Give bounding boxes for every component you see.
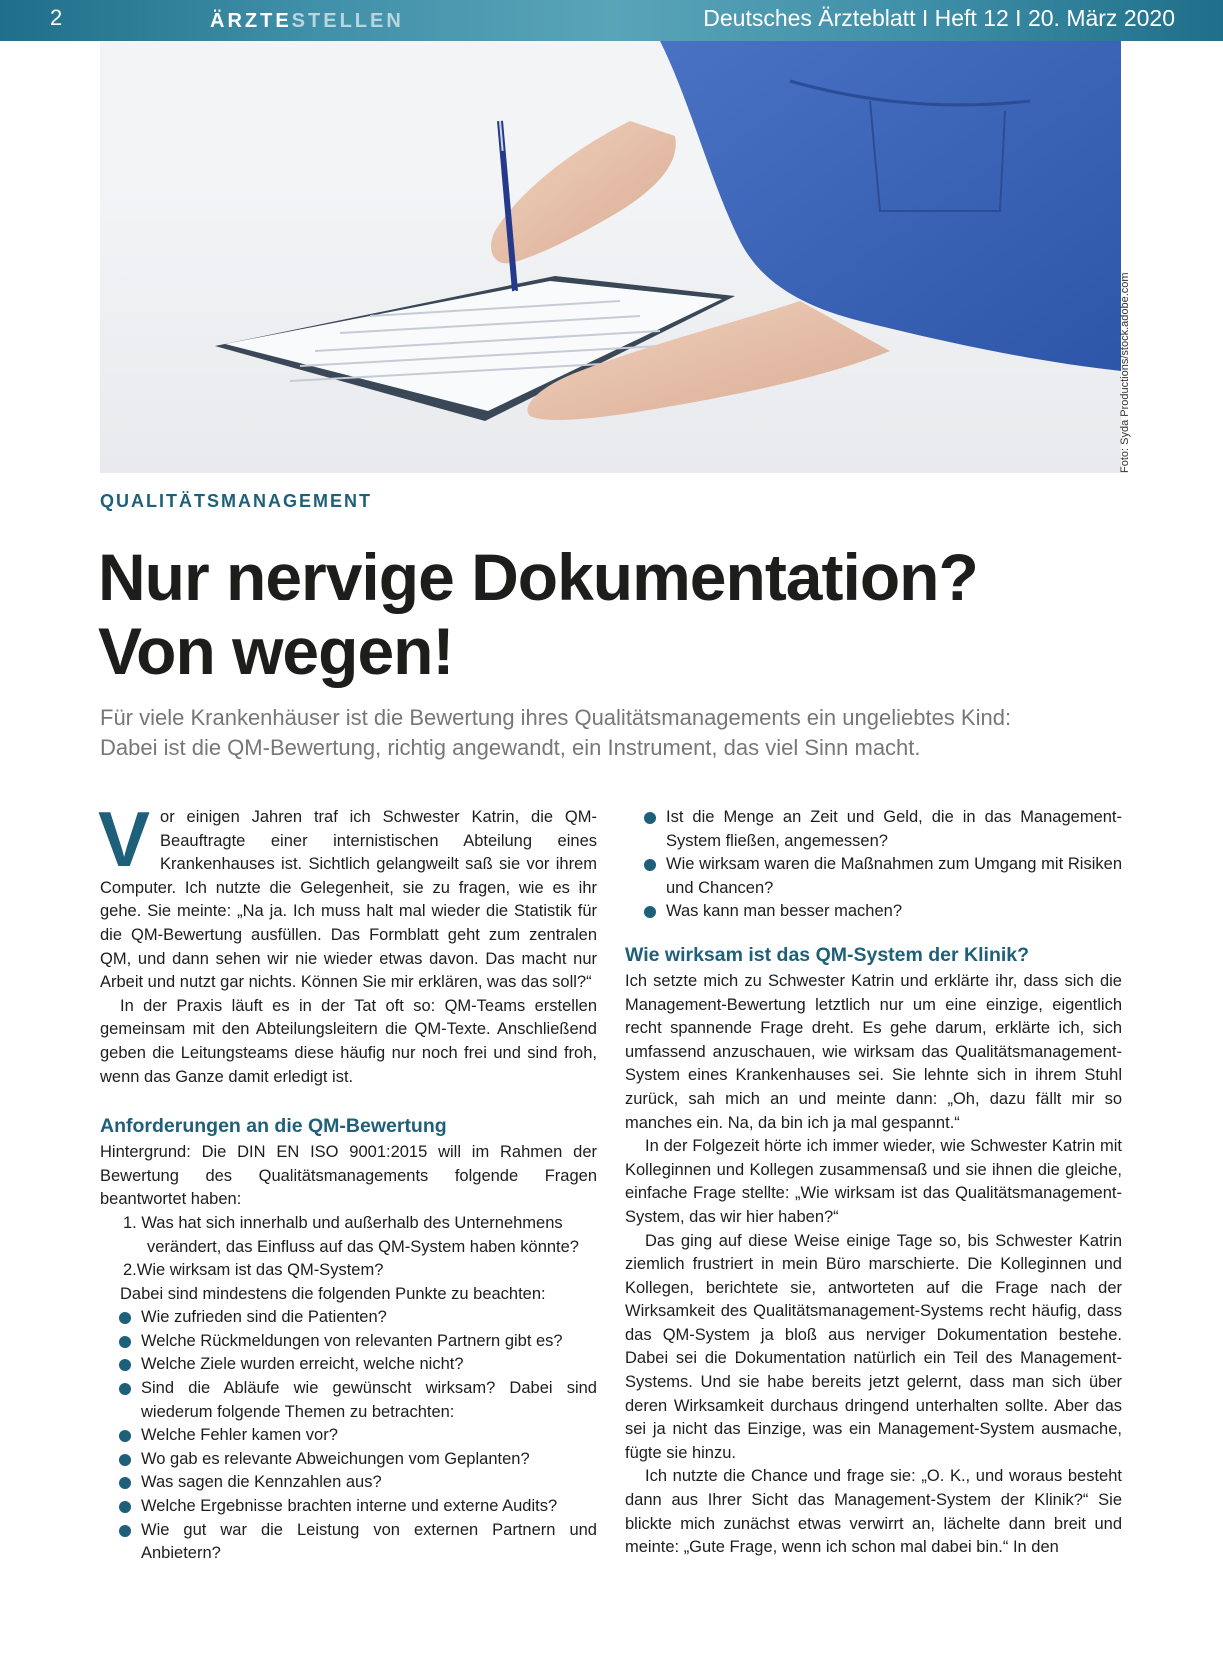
brand-part-1: ÄRZTE [210, 10, 292, 32]
paragraph-r3: Das ging auf diese Weise einige Tage so, bis Schwester Katrin ziemlich frustriert in mein Büro marschierte. Die Kolleginnen und Kollegen, berichtete sie, antworteten auf die Frage nach der Wirksamkeit des Qualitätsmanagement-Systems recht häufig, dass das QM-System ja bloß aus nerviger Dokumentation bestehe. Dabei sei die Dokumentation natürlich ein Teil des Management-Systems. Und sie habe bereits jetzt gelernt, dass man sich über deren Wirksamkeit durchaus dringend unterhalten sollte. Aber das sei ja nicht das Einzige, was ein Management-System ausmache, fügte sie hinzu. [625, 1231, 1122, 1462]
list-item: Was kann man besser machen? [625, 900, 1122, 924]
intro-paragraph [98, 795, 597, 995]
page-header [0, 0, 1223, 41]
bullet-icon [119, 1525, 131, 1537]
bullet-icon [644, 906, 656, 918]
article-lead [100, 703, 1110, 763]
lead-line-1: Für viele Krankenhäuser ist die Bewertung ihres Qualitätsmanagements ein ungeliebtes Kind: [100, 705, 1012, 730]
bullet-icon [644, 812, 656, 824]
list-item: Wie zufrieden sind die Patienten? [100, 1306, 597, 1330]
bullet-icon [119, 1430, 131, 1442]
subheading-effectiveness: Wie wirksam ist das QM-System der Klinik? [625, 943, 1030, 966]
numbered-item: 2.Wie wirksam ist das QM-System? [123, 1261, 384, 1280]
title-line-2: Von wegen! [98, 614, 454, 688]
list-item: Welche Ergebnisse brachten interne und externe Audits? [100, 1495, 597, 1519]
article-photo [100, 41, 1121, 473]
list-item: Wo gab es relevante Abweichungen vom Geplanten? [100, 1448, 597, 1472]
paragraph-r1: Ich setzte mich zu Schwester Katrin und erklärte ihr, dass sich die Management-Bewertung letztlich nur um eine einzige, eigentlich recht spannende Frage dreht. Es gehe darum, erklärte ich, sich umfassend anzuschauen, wie wirksam das Qualitätsmanagement-System eines Krankenhauses sei. Sie lehnte sich in ihrem Stuhl zurück, sah mich an und meinte dann: „Oh, dazu fällt mir so manches ein. Na, da bin ich ja mal gespannt.“ [625, 971, 1122, 1132]
list-item: Was sagen die Kennzahlen aus? [100, 1471, 597, 1495]
bullet-icon [644, 859, 656, 871]
left-column [98, 795, 597, 1566]
bullet-icon [119, 1454, 131, 1466]
bullet-icon [119, 1336, 131, 1348]
numbered-item: 1. Was hat sich innerhalb und außerhalb des Unternehmens verändert, das Einfluss auf das QM-System haben könnte? [123, 1213, 579, 1256]
bullet-icon [119, 1383, 131, 1395]
list-item: Ist die Menge an Zeit und Geld, die in das Management-System fließen, angemessen? [625, 806, 1122, 853]
right-column [625, 806, 1122, 1560]
bullet-icon [119, 1501, 131, 1513]
brand-part-2: STELLEN [291, 10, 404, 32]
bullet-icon [119, 1359, 131, 1371]
list-item: Welche Ziele wurden erreicht, welche nicht? [100, 1353, 597, 1377]
list-item: Welche Fehler kamen vor? [100, 1424, 597, 1448]
list-item: Wie wirksam waren die Maßnahmen zum Umgang mit Risiken und Chancen? [625, 853, 1122, 900]
paragraph-r2: In der Folgezeit hörte ich immer wieder, wie Schwester Katrin mit Kolleginnen und Kollegen zusammensaß und sie ihnen die gleiche, einfache Frage stellte: „Wie wirksam ist das Qualitätsmanagement-System, das wir hier haben?“ [625, 1137, 1122, 1226]
list-item: Welche Rückmeldungen von relevanten Partnern gibt es? [100, 1330, 597, 1354]
drop-cap: V [98, 795, 151, 883]
issue-info: Deutsches Ärzteblatt I Heft 12 I 20. März 2020 [703, 5, 1175, 31]
article-title [98, 540, 1118, 688]
bullet-list-left [100, 1306, 597, 1566]
bullet-list-right [625, 806, 1122, 924]
paragraph-r4: Ich nutzte die Chance und frage sie: „O. K., und woraus besteht dann aus Ihrer Sicht das Management-System der Klinik?“ Sie blickte mich zunächst etwas verwirrt an, lächelte dann breit und meinte: „Gute Frage, wenn ich schon mal dabei bin.“ In den [625, 1467, 1122, 1557]
section-brand [210, 10, 404, 33]
bullet-icon [119, 1312, 131, 1324]
subheading-requirements: Anforderungen an die QM-Bewertung [100, 1115, 447, 1138]
title-line-1: Nur nervige Dokumentation? [98, 540, 978, 614]
list-item: Wie gut war die Leistung von externen Partnern und Anbietern? [100, 1519, 597, 1566]
lead-line-2: Dabei ist die QM-Bewertung, richtig angewandt, ein Instrument, das viel Sinn macht. [100, 735, 921, 760]
numbered-list [100, 1212, 597, 1283]
nurse-writing-illustration [100, 41, 1121, 473]
paragraph-2: In der Praxis läuft es in der Tat oft so: QM-Teams erstellen gemeinsam mit den Abteilungsleitern die QM-Texte. Anschließend geben die Leitungsteams diese häufig nur noch frei und sind froh, wenn das Ganze damit erledigt ist. [100, 996, 597, 1086]
paragraph-3: Hintergrund: Die DIN EN ISO 9001:2015 will im Rahmen der Bewertung des Qualitätsmanagements folgende Fragen beantwortet haben: [100, 1143, 597, 1209]
list-item: Sind die Abläufe wie gewünscht wirksam? Dabei sind wiederum folgende Themen zu betrachten: [100, 1377, 597, 1424]
bullet-icon [119, 1477, 131, 1489]
section-kicker: QUALITÄTSMANAGEMENT [100, 491, 372, 511]
intro-text: or einigen Jahren traf ich Schwester Katrin, die QM-Beauftragte einer internistischen Abteilung eines Krankenhauses ist. Sichtlich gelangweilt saß sie vor ihrem Computer. Ich nutzte die Gelegenheit, sie zu fragen, wie es ihr gehe. Sie meinte: „Na ja. Ich muss halt mal wieder die Statistik für die QM-Bewertung ausfüllen. Das Formblatt geht zum zentralen QM, und dann sehen wir nie wieder etwas davon. Das macht nur Arbeit und nutzt gar nichts. Können Sie mir erklären, was das soll?“ [100, 808, 597, 992]
page-number: 2 [50, 5, 63, 30]
photo-credit: Foto: Syda Productions/stock.adobe.com [1119, 272, 1131, 473]
paragraph-4: Dabei sind mindestens die folgenden Punkte zu beachten: [120, 1284, 546, 1303]
